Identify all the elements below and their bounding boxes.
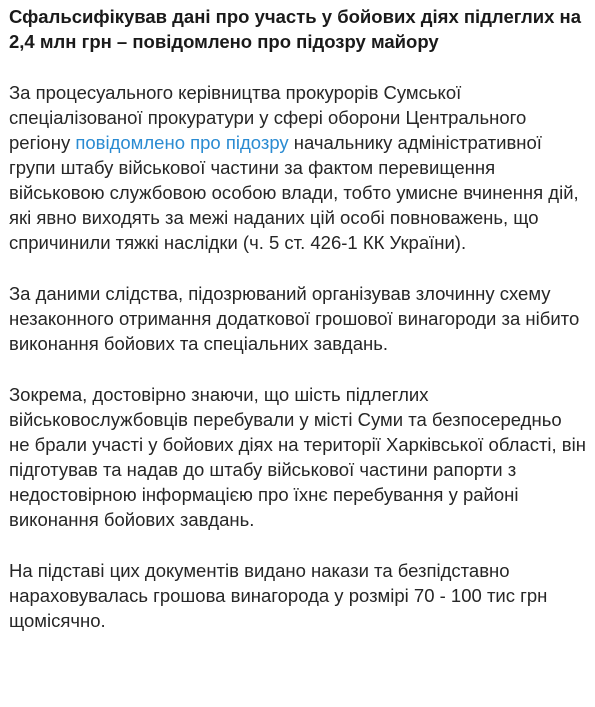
paragraph-4: На підставі цих документів видано накази та безпідставно нараховувалась грошова винагорода у розмірі 70 - 100 тис грн щомісячно. (9, 560, 548, 631)
paragraph-1 (9, 80, 586, 255)
suspicion-notice-link[interactable]: повідомлено про підозру (75, 132, 289, 153)
paragraph-2: За даними слідства, підозрюваний організував злочинну схему незаконного отримання додаткової грошової винагороди за нібито виконання бойових та спеціальних завдань. (9, 283, 580, 354)
paragraph-1-end: начальнику адміністративної групи штабу військової частини за фактом перевищення військовою службовою особою влади, тобто умисне вчинення дій, які явно виходять за межі наданих цій особі повноважень, що спричинили тяжкі наслідки (ч. 5 ст. 426-1 КК України). (9, 132, 579, 253)
paragraph-1-start: За процесуального керівництва прокурорів Сумської спеціалізованої прокуратури у сфері оборони Центрального регіону (9, 82, 527, 153)
post-title: Сфальсифікував дані про участь у бойових діях підлеглих на 2,4 млн грн – повідомлено про підозру майору (9, 6, 581, 52)
paragraph-3: Зокрема, достовірно знаючи, що шість підлеглих військовослужбовців перебували у місті Суми та безпосередньо не брали участі у бойових діях на території Харківської області, він підготував та надав до штабу військової частини рапорти з недостовірною інформацією про їхнє перебування у районі виконання бойових завдань. (9, 384, 586, 530)
